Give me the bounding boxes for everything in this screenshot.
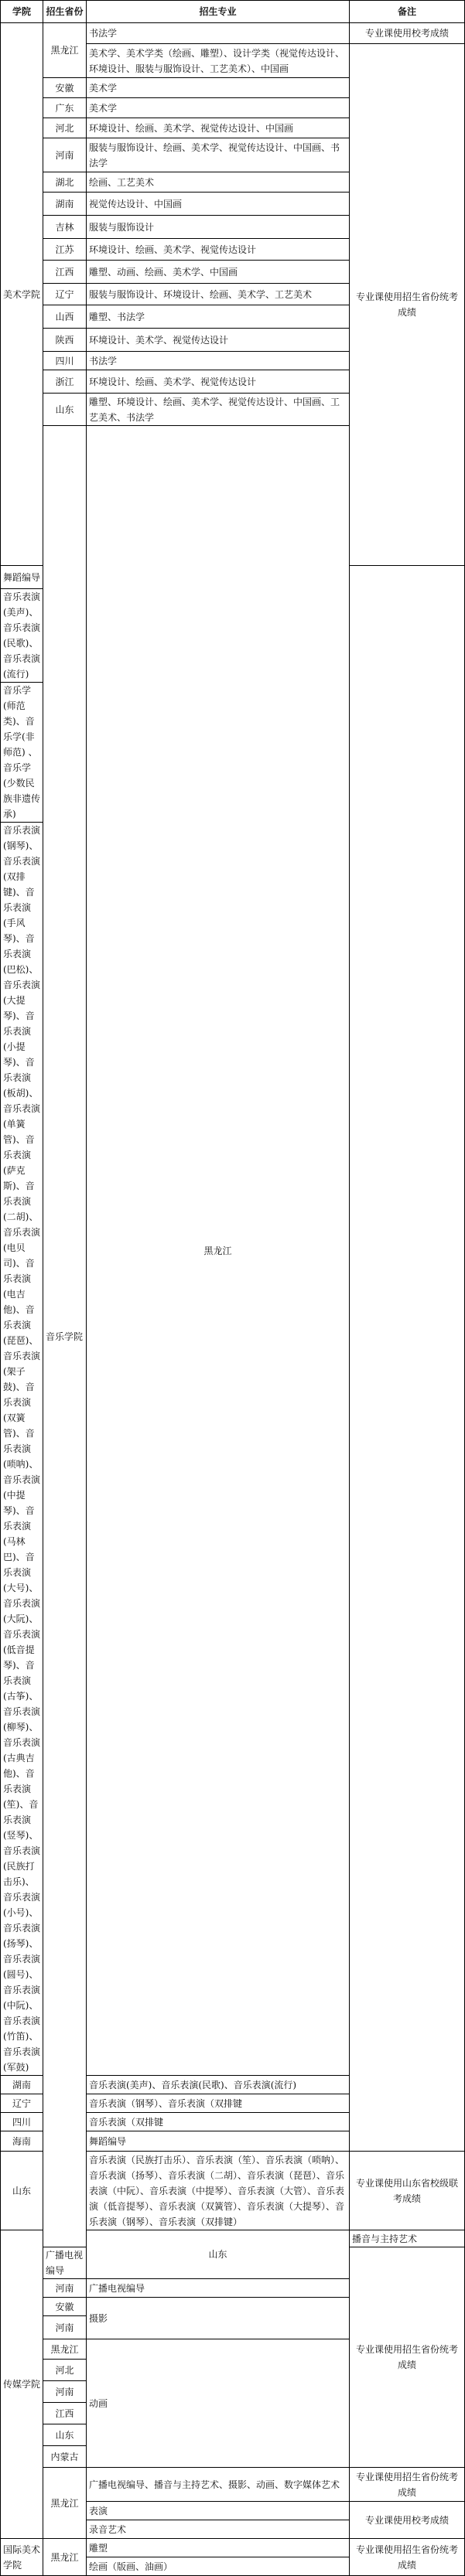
major-cell: 广播电视编导 xyxy=(43,2247,87,2279)
province-cell: 江苏 xyxy=(43,239,87,261)
province-cell: 湖北 xyxy=(43,172,87,193)
province-cell: 河北 xyxy=(43,2360,87,2381)
province-cell: 江西 xyxy=(43,2403,87,2424)
province-cell: 安徽 xyxy=(43,2298,87,2316)
major-cell: 视觉传达设计、中国画 xyxy=(87,193,350,216)
major-cell: 美术学 xyxy=(87,78,350,98)
province-cell: 黑龙江 xyxy=(43,23,87,78)
major-cell: 服装与服饰设计 xyxy=(87,216,350,239)
major-cell: 音乐表演（民族打击乐）、音乐表演（笙）、音乐表演（唢呐）、音乐表演（扬琴）、音乐表演（二胡）、音乐表演（琵琶）、音乐表演（中阮）、音乐表演（中提琴）、音乐表演（大管）、音乐表演（低音提琴）、音乐表演（双簧管）、音乐表演（大提琴）、音乐表演（钢琴）、音乐表演（双排键） xyxy=(87,2152,350,2230)
table-header xyxy=(1,1,465,23)
remark-cell: 专业课使用招生省份统考成绩 xyxy=(350,44,465,566)
province-cell: 浙江 xyxy=(43,370,87,394)
province-cell: 河南 xyxy=(43,2381,87,2403)
major-cell: 表演 xyxy=(87,2502,350,2520)
major-cell: 雕塑、动画、绘画、美术学、中国画 xyxy=(87,261,350,284)
province-cell: 河南 xyxy=(43,2316,87,2339)
province-cell: 湖南 xyxy=(1,2076,43,2094)
table-row xyxy=(1,23,465,44)
college-cell: 传媒学院 xyxy=(1,2230,43,2539)
remark-cell: 专业课使用招生省份统考成绩 xyxy=(350,2468,465,2502)
major-cell: 摄影 xyxy=(87,2298,350,2339)
major-cell: 服装与服饰设计、绘画、美术学、视觉传达设计、中国画、书法学 xyxy=(87,138,350,172)
major-cell: 舞蹈编导 xyxy=(1,566,43,589)
major-cell: 雕塑 xyxy=(87,2539,350,2557)
column-header: 招生省份 xyxy=(43,1,87,23)
header-row xyxy=(1,1,465,23)
college-cell: 国际美术学院 xyxy=(1,2539,43,2576)
province-cell: 陕西 xyxy=(43,329,87,352)
remark-cell: 专业课使用山东省校级联考成绩 xyxy=(350,2152,465,2230)
major-cell: 音乐表演(美声)、音乐表演(民歌)、音乐表演(流行) xyxy=(87,2076,350,2094)
remark-cell: 专业课使用招生省份统考成绩 xyxy=(350,2539,465,2576)
major-cell: 美术学 xyxy=(87,98,350,118)
table-body xyxy=(1,23,465,2576)
major-cell: 美术学、美术学类（绘画、雕塑）、设计学类（视觉传达设计、环境设计、服装与服饰设计、工艺美术）、中国画 xyxy=(87,44,350,78)
province-cell: 江西 xyxy=(43,261,87,284)
province-cell: 山西 xyxy=(43,305,87,329)
province-cell: 河南 xyxy=(43,138,87,172)
major-cell: 音乐学(师范类)、音乐学(非师范) 、音乐学(少数民族非遗传承) xyxy=(1,683,43,823)
major-cell: 音乐表演（双排键 xyxy=(87,2113,350,2131)
major-cell: 音乐表演（钢琴）、音乐表演（双排键 xyxy=(87,2094,350,2113)
major-cell: 书法学 xyxy=(87,352,350,370)
major-cell: 舞蹈编导 xyxy=(87,2131,350,2152)
province-cell: 山东 xyxy=(43,394,87,426)
major-cell: 环境设计、绘画、美术学、视觉传达设计 xyxy=(87,239,350,261)
column-header: 招生专业 xyxy=(87,1,350,23)
table-row xyxy=(1,2468,465,2502)
column-header: 学院 xyxy=(1,1,43,23)
major-cell: 环境设计、绘画、美术学、视觉传达设计、中国画 xyxy=(87,118,350,138)
province-cell: 辽宁 xyxy=(1,2094,43,2113)
province-cell: 四川 xyxy=(43,352,87,370)
major-cell: 音乐表演(美声)、音乐表演(民歌)、音乐表演(流行) xyxy=(1,589,43,683)
province-cell: 安徽 xyxy=(43,78,87,98)
major-cell: 雕塑、环境设计、绘画、美术学、视觉传达设计、中国画、工艺美术、书法学 xyxy=(87,394,350,426)
province-cell: 山东 xyxy=(43,2424,87,2446)
column-header: 备注 xyxy=(350,1,465,23)
college-cell: 音乐学院 xyxy=(43,426,87,2247)
province-cell: 黑龙江 xyxy=(43,2468,87,2539)
province-cell: 河北 xyxy=(43,118,87,138)
province-cell: 吉林 xyxy=(43,216,87,239)
remark-cell: 专业课使用招生省份统考成绩 xyxy=(350,2247,465,2468)
province-cell: 内蒙古 xyxy=(43,2446,87,2468)
province-cell: 湖南 xyxy=(43,193,87,216)
major-cell: 录音艺术 xyxy=(87,2520,350,2539)
major-cell: 雕塑、书法学 xyxy=(87,305,350,329)
major-cell: 绘画（版画、油画） xyxy=(87,2557,350,2576)
major-cell: 播音与主持艺术 xyxy=(350,2230,465,2247)
province-cell: 黑龙江 xyxy=(43,2539,87,2576)
province-cell: 山东 xyxy=(87,2230,350,2279)
major-cell: 环境设计、美术学、视觉传达设计 xyxy=(87,329,350,352)
major-cell: 广播电视编导 xyxy=(87,2279,350,2298)
major-cell: 服装与服饰设计、环境设计、绘画、美术学、工艺美术 xyxy=(87,284,350,305)
major-cell: 绘画、工艺美术 xyxy=(87,172,350,193)
province-cell: 海南 xyxy=(1,2131,43,2152)
college-cell: 美术学院 xyxy=(1,23,43,566)
remark-cell: 专业课使用校考成绩 xyxy=(350,2502,465,2539)
major-cell: 广播电视编导、播音与主持艺术、摄影、动画、数字媒体艺术 xyxy=(87,2468,350,2502)
province-cell: 黑龙江 xyxy=(43,2339,87,2360)
major-cell: 动画 xyxy=(87,2339,350,2468)
province-cell: 广东 xyxy=(43,98,87,118)
province-cell: 河南 xyxy=(43,2279,87,2298)
major-cell: 环境设计、绘画、美术学、视觉传达设计 xyxy=(87,370,350,394)
province-cell: 四川 xyxy=(1,2113,43,2131)
major-cell: 音乐表演(钢琴)、音乐表演(双排键)、音乐表演(手风琴)、音乐表演(巴松)、音乐表演(大提琴)、音乐表演(小提琴)、音乐表演(板胡)、音乐表演(单簧管)、音乐表演(萨克斯)、音乐表演(二胡)、音乐表演(电贝司)、音乐表演(电吉他)、音乐表演(琵琶)、音乐表演(架子鼓)、音乐表演(双簧管)、音乐表演(唢呐)、音乐表演(中提琴)、音乐表演(马林巴)、音乐表演(大号)、音乐表演(大阮)、音乐表演(低音提琴)、音乐表演(古筝)、音乐表演(柳琴)、音乐表演(古典吉他)、音乐表演(笙)、音乐表演(竖琴)、音乐表演(民族打击乐)、音乐表演(小号)、音乐表演(扬琴)、音乐表演(圆号)、音乐表演(中阮)、音乐表演(竹笛)、音乐表演(军鼓) xyxy=(1,823,43,2076)
major-cell: 书法学 xyxy=(87,23,350,44)
table-row xyxy=(1,2539,465,2557)
remark-cell: 专业课使用校考成绩 xyxy=(350,23,465,44)
province-cell: 黑龙江 xyxy=(87,426,350,2076)
province-cell: 辽宁 xyxy=(43,284,87,305)
province-cell: 山东 xyxy=(1,2152,43,2230)
